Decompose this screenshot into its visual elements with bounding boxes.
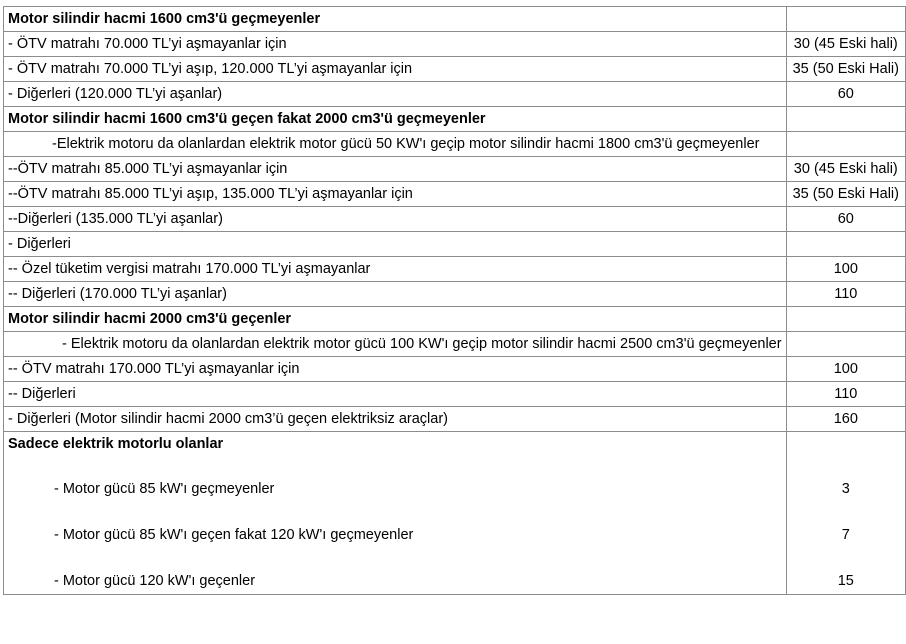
- rate-cell: 160: [786, 407, 905, 432]
- rate-cell: 110: [786, 382, 905, 407]
- rate-cell: 60: [786, 82, 905, 107]
- row-description: - ÖTV matrahı 70.000 TL’yi aşıp, 120.000 TL’yi aşmayanlar için: [4, 57, 787, 82]
- rate-cell: [786, 332, 905, 357]
- rate-cell: 7: [841, 527, 850, 543]
- row-description: -- Diğerleri: [4, 382, 787, 407]
- rate-cell: [786, 107, 905, 132]
- rate-cell: 30 (45 Eski hali): [786, 157, 905, 182]
- electric-item-label: - Motor gücü 85 kW'ı geçen fakat 120 kW'ı geçmeyenler: [54, 527, 414, 543]
- electric-section-row: [4, 432, 906, 595]
- table-row: [4, 157, 906, 182]
- table-row: [4, 182, 906, 207]
- table-row: [4, 107, 906, 132]
- electric-section-description: [4, 432, 787, 595]
- table-row: [4, 357, 906, 382]
- section-heading: Motor silindir hacmi 1600 cm3'ü geçen fakat 2000 cm3'ü geçmeyenler: [4, 107, 787, 132]
- rate-cell: 35 (50 Eski Hali): [786, 57, 905, 82]
- electric-item-label: - Motor gücü 120 kW'ı geçenler: [54, 573, 256, 589]
- row-description: --ÖTV matrahı 85.000 TL’yi aşıp, 135.000 TL’yi aşmayanlar için: [4, 182, 787, 207]
- table-row: [4, 282, 906, 307]
- section-heading: Sadece elektrik motorlu olanlar: [8, 436, 224, 452]
- rate-cell: 100: [786, 357, 905, 382]
- rate-cell: 35 (50 Eski Hali): [786, 182, 905, 207]
- table-row: [4, 332, 906, 357]
- rate-cell: [786, 232, 905, 257]
- table-row: [4, 207, 906, 232]
- table-row: [4, 232, 906, 257]
- table-row: [4, 257, 906, 282]
- electric-item-label: - Motor gücü 85 kW'ı geçmeyenler: [54, 481, 275, 497]
- table-row: [4, 132, 906, 157]
- rate-cell: 15: [837, 573, 854, 589]
- row-description: -- ÖTV matrahı 170.000 TL’yi aşmayanlar için: [4, 357, 787, 382]
- row-description: -- Özel tüketim vergisi matrahı 170.000 TL’yi aşmayanlar: [4, 257, 787, 282]
- otv-rate-table: [3, 6, 906, 595]
- electric-section-rates: [786, 432, 905, 595]
- rate-cell: 3: [841, 481, 850, 497]
- row-description: - Diğerleri: [4, 232, 787, 257]
- row-description: - ÖTV matrahı 70.000 TL’yi aşmayanlar için: [4, 32, 787, 57]
- row-description: --Diğerleri (135.000 TL’yi aşanlar): [4, 207, 787, 232]
- table-row: [4, 382, 906, 407]
- row-description: - Elektrik motoru da olanlardan elektrik motor gücü 100 KW'ı geçip motor silindir hacmi 2500 cm3'ü geçmeyenler: [4, 332, 787, 357]
- row-description: -- Diğerleri (170.000 TL’yi aşanlar): [4, 282, 787, 307]
- rate-cell: [786, 307, 905, 332]
- row-description: - Diğerleri (120.000 TL’yi aşanlar): [4, 82, 787, 107]
- table-row: [4, 57, 906, 82]
- row-description: --ÖTV matrahı 85.000 TL’yi aşmayanlar için: [4, 157, 787, 182]
- table-row: [4, 7, 906, 32]
- rate-cell: 60: [786, 207, 905, 232]
- otv-rate-table-body: [4, 7, 906, 595]
- rate-cell: [786, 132, 905, 157]
- table-row: [4, 407, 906, 432]
- section-heading: Motor silindir hacmi 1600 cm3'ü geçmeyenler: [4, 7, 787, 32]
- rate-cell: 30 (45 Eski hali): [786, 32, 905, 57]
- rate-cell: 110: [786, 282, 905, 307]
- rate-cell: [786, 7, 905, 32]
- table-row: [4, 307, 906, 332]
- row-description: -Elektrik motoru da olanlardan elektrik motor gücü 50 KW'ı geçip motor silindir hacmi 1800 cm3'ü geçmeyenler: [4, 132, 787, 157]
- table-row: [4, 82, 906, 107]
- row-description: - Diğerleri (Motor silindir hacmi 2000 cm3’ü geçen elektriksiz araçlar): [4, 407, 787, 432]
- rate-cell: 100: [786, 257, 905, 282]
- table-row: [4, 32, 906, 57]
- section-heading: Motor silindir hacmi 2000 cm3'ü geçenler: [4, 307, 787, 332]
